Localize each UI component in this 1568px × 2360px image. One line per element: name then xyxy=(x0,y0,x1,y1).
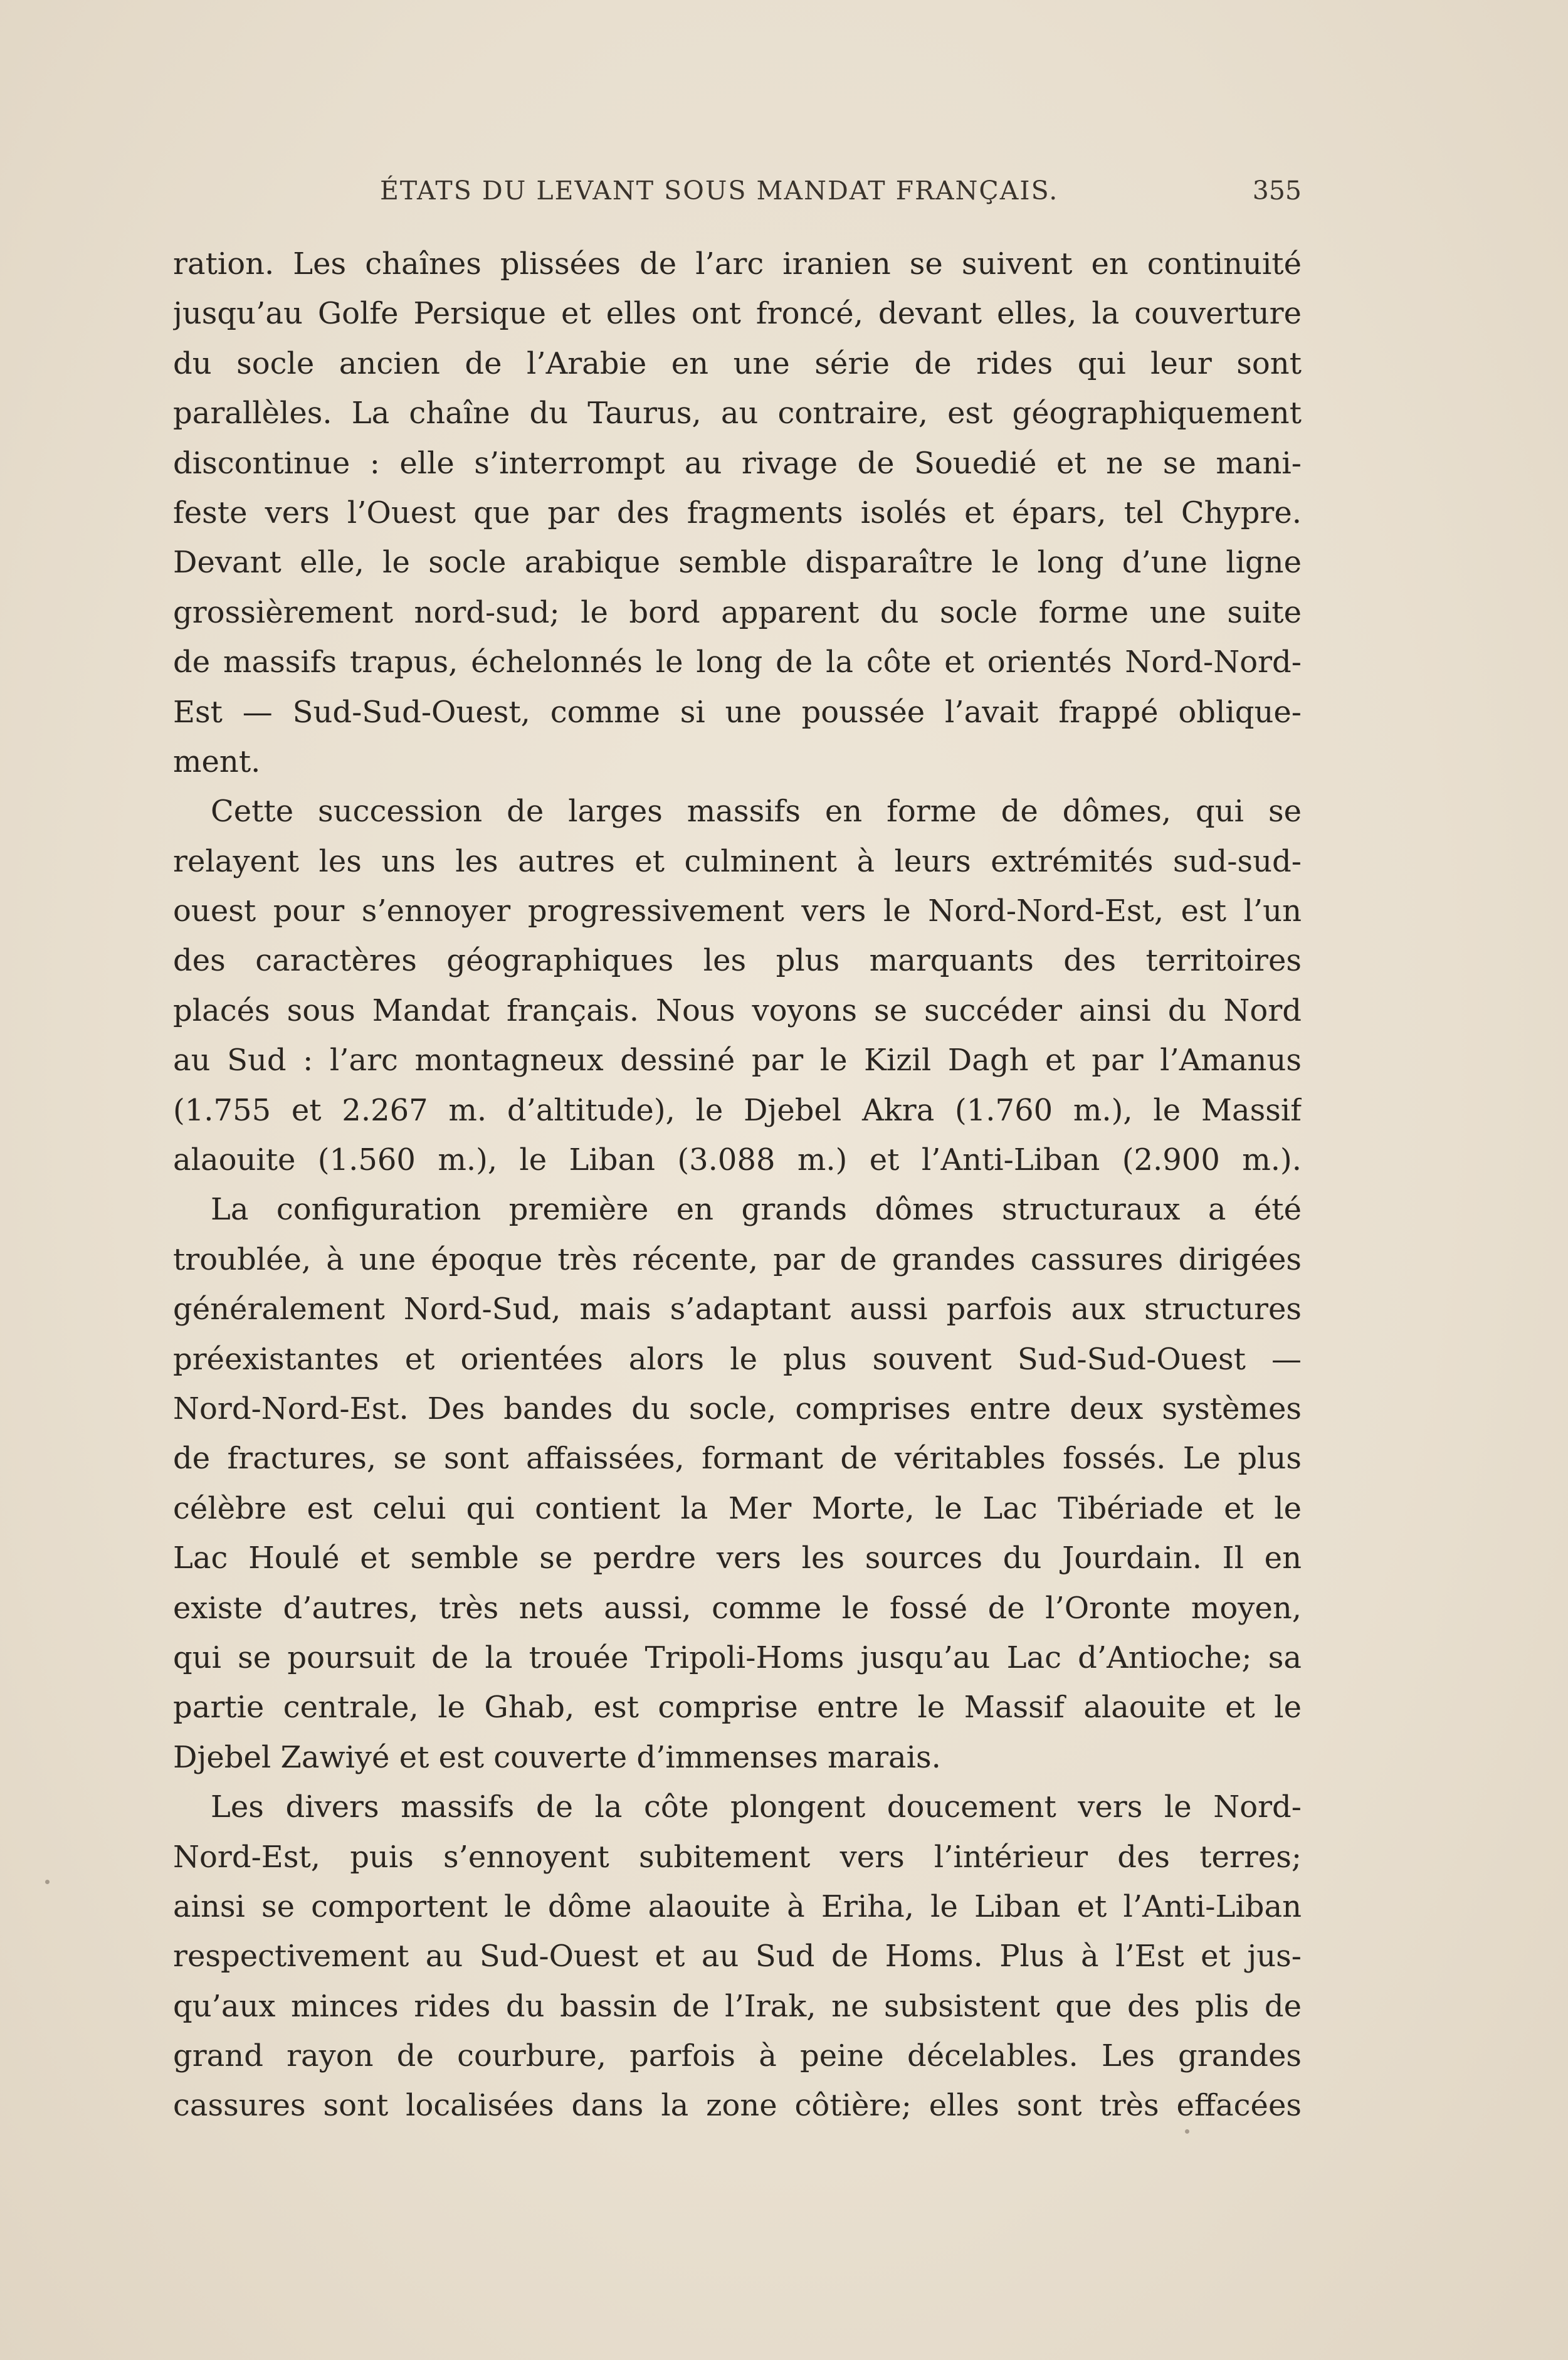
text-line: discontinue : elle s’interrompt au rivage de Souedié et ne se mani- xyxy=(173,445,1302,481)
text-line: Est — Sud-Sud-Ouest, comme si une poussée l’avait frappé oblique- xyxy=(173,694,1302,730)
text-line: qui se poursuit de la trouée Tripoli-Homs jusqu’au Lac d’Antioche; sa xyxy=(173,1640,1302,1675)
text-line: Lac Houlé et semble se perdre vers les sources du Jourdain. Il en xyxy=(173,1541,1302,1576)
text-line: partie centrale, le Ghab, est comprise entre le Massif alaouite et le xyxy=(173,1690,1302,1725)
text-line: respectivement au Sud-Ouest et au Sud de Homs. Plus à l’Est et jus- xyxy=(173,1939,1302,1974)
text-line: alaouite (1.560 m.), le Liban (3.088 m.) et l’Anti-Liban (2.900 m.). xyxy=(173,1142,1302,1178)
running-header xyxy=(173,176,1302,213)
body-text xyxy=(173,240,1302,2131)
text-line: ainsi se comportent le dôme alaouite à Eriha, le Liban et l’Anti-Liban xyxy=(173,1889,1302,1924)
text-line: de massifs trapus, échelonnés le long de la côte et orientés Nord-Nord- xyxy=(173,645,1302,680)
text-line: au Sud : l’arc montagneux dessiné par le Kizil Dagh et par l’Amanus xyxy=(173,1043,1302,1078)
text-line: célèbre est celui qui contient la Mer Morte, le Lac Tibériade et le xyxy=(173,1490,1302,1526)
paper-speck xyxy=(1185,2129,1189,2134)
text-line: préexistantes et orientées alors le plus souvent Sud-Sud-Ouest — xyxy=(173,1341,1302,1377)
text-line: généralement Nord-Sud, mais s’adaptant aussi parfois aux structures xyxy=(173,1292,1302,1327)
text-line: grossièrement nord-sud; le bord apparent du socle forme une suite xyxy=(173,594,1302,630)
paper-speck xyxy=(45,1880,50,1884)
text-line: qu’aux minces rides du bassin de l’Irak, ne subsistent que des plis de xyxy=(173,1988,1302,2024)
text-line: jusqu’au Golfe Persique et elles ont froncé, devant elles, la couverture xyxy=(173,296,1302,332)
text-line: placés sous Mandat français. Nous voyons se succéder ainsi du Nord xyxy=(173,993,1302,1028)
text-line: feste vers l’Ouest que par des fragments isolés et épars, tel Chypre. xyxy=(173,495,1302,530)
paragraph-start-line: Les divers massifs de la côte plongent doucement vers le Nord- xyxy=(211,1789,1302,1825)
text-line: Devant elle, le socle arabique semble disparaître le long d’une ligne xyxy=(173,545,1302,581)
text-line: existe d’autres, très nets aussi, comme le fossé de l’Oronte moyen, xyxy=(173,1590,1302,1626)
text-line: Nord-Est, puis s’ennoyent subitement vers l’intérieur des terres; xyxy=(173,1839,1302,1875)
text-line: ouest pour s’ennoyer progressivement vers le Nord-Nord-Est, est l’un xyxy=(173,893,1302,929)
text-line: grand rayon de courbure, parfois à peine décelables. Les grandes xyxy=(173,2038,1302,2074)
page-number: 355 xyxy=(1252,176,1302,206)
text-line: ration. Les chaînes plissées de l’arc iranien se suivent en continuité xyxy=(173,246,1302,282)
paragraph-start-line: La configuration première en grands dômes structuraux a été xyxy=(211,1192,1302,1228)
text-line: de fractures, se sont affaissées, formant de véritables fossés. Le plus xyxy=(173,1441,1302,1477)
text-line: du socle ancien de l’Arabie en une série de rides qui leur sont xyxy=(173,345,1302,381)
text-line: ment. xyxy=(173,744,261,779)
text-line: relayent les uns les autres et culminent à leurs extrémités sud-sud- xyxy=(173,843,1302,879)
text-line: (1.755 et 2.267 m. d’altitude), le Djebel Akra (1.760 m.), le Massif xyxy=(173,1092,1302,1128)
text-line: parallèles. La chaîne du Taurus, au contraire, est géographiquement xyxy=(173,396,1302,431)
paragraph-start-line: Cette succession de larges massifs en forme de dômes, qui se xyxy=(211,794,1302,830)
text-line: des caractères géographiques les plus marquants des territoires xyxy=(173,943,1302,979)
running-title: ÉTATS DU LEVANT SOUS MANDAT FRANÇAIS. xyxy=(380,176,1059,206)
text-line: troublée, à une époque très récente, par de grandes cassures dirigées xyxy=(173,1241,1302,1277)
text-line: Nord-Nord-Est. Des bandes du socle, comprises entre deux systèmes xyxy=(173,1391,1302,1426)
text-line: Djebel Zawiyé et est couverte d’immenses marais. xyxy=(173,1739,941,1775)
text-line: cassures sont localisées dans la zone côtière; elles sont très effacées xyxy=(173,2088,1302,2124)
